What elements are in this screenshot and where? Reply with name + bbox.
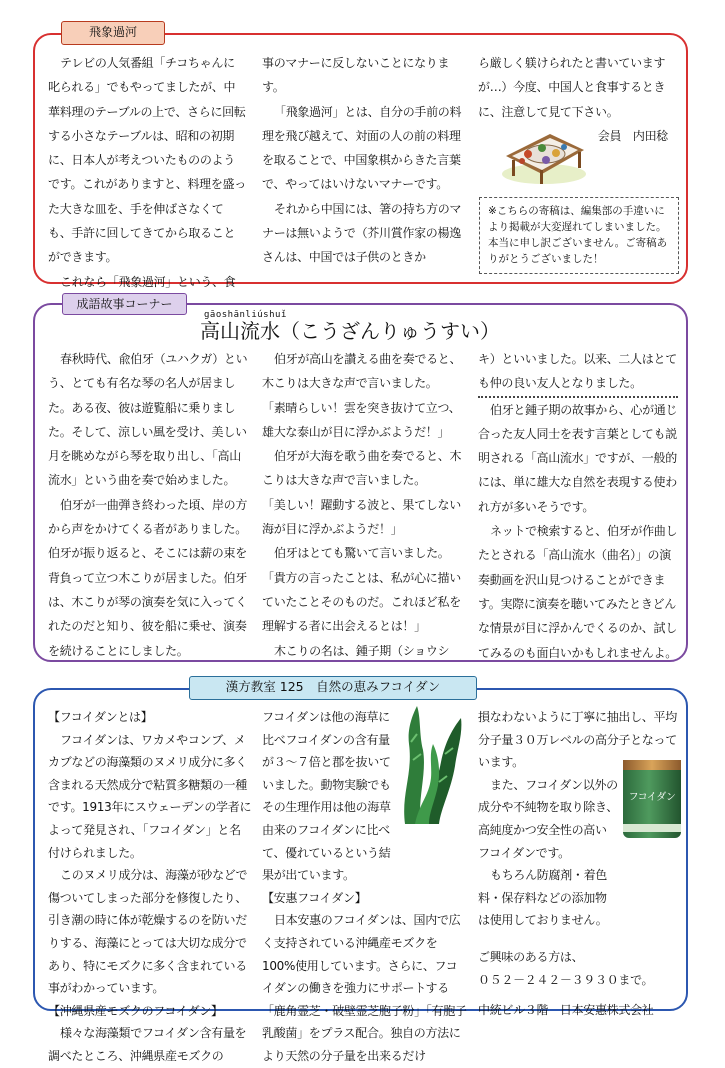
feixiang-section-tab: 飛象過河 [61, 21, 165, 45]
feixiang-col-2 [262, 51, 466, 270]
paragraph: このヌメリ成分は、海藻が砂などで傷ついてしまった部分を修復したり、引き潮の時に体が乾燥するのを防いだりする、海藻にとっては大切な成分であり、特にモズクに多く含まれている事がわかっています。 [48, 868, 248, 996]
paragraph: テレビの人気番組「チコちゃんに叱られる」でもやってましたが、中華料理のテーブルの上で、さらに回転する小さなテーブルは、昭和の初期に、日本人が考えついたもののようです。これがありますと、料理を盛った大きな皿を、手を伸ばさなくても、手許に回してきてから取ることができます。 [48, 56, 246, 265]
paragraph: 伯牙が大海を歌う曲を奏でると、木こりは大きな声で言いました。 [262, 449, 462, 488]
paragraph: ネットで検索すると、伯牙が作曲したとされる「高山流水（曲名）」の演奏動画を沢山見つけることができます。実際に演奏を聴いてみたときどんな情景が目に浮かんでくるのか、試してみるのも面白いかもしれませんよ。 [478, 524, 678, 660]
paragraph: キ）といいました。以来、二人はとても仲の良い友人となりました。 [478, 347, 678, 398]
idiom-col-3 [478, 347, 678, 665]
feixiang-col-1 [48, 51, 246, 294]
quote: 「貴方の言ったことは、私が心に描いていたことそのものだ。これほど私を理解する者に出会えるとは！」 [262, 570, 461, 634]
contact-phone: ０５２－２４２－３９３０まで。 [478, 972, 654, 987]
paragraph: それから中国には、箸の持ち方のマナーは無いようで（芥川賞作家の楊逸さんは、中国では子供のときか [262, 201, 462, 265]
chinese-dining-table-illustration [498, 130, 588, 188]
paragraph: 伯牙が一曲弾き終わった頃、岸の方から声をかけてくる者がありました。伯牙が振り返ると、そこには薪の束を背負って立つ木こりが居ました。伯牙は、木こりが琴の演奏を気に入ってくれたのだと知り、彼を船に乗せ、演奏を続けることにしました。 [48, 497, 248, 658]
paragraph: 様々な海藻類でフコイダン含有量を調べたところ、沖縄県産モズクの [48, 1026, 247, 1063]
paragraph: 伯牙が高山を讃える曲を奏でると、木こりは大きな声で言いました。 [262, 352, 462, 391]
kampo-class-tab: 漢方教室 125 自然の恵みフコイダン [189, 676, 477, 700]
subheading: 【安惠フコイダン】 [262, 890, 367, 905]
subheading: 【フコイダンとは】 [48, 710, 153, 724]
company-address: 中統ビル３階 日本安惠株式会社 [478, 1003, 654, 1018]
paragraph: 損なわないように丁寧に抽出し、平均分子量３０万レベルの高分子となっています。 [478, 710, 677, 770]
paragraph: 事のマナーに反しないことになります。 [262, 56, 450, 95]
contact-intro: ご興味のある方は、 [478, 949, 584, 964]
paragraph: また、フコイダン以外の成分や不純物を取り除き、高純度かつ安全性の高いフコイダンです。 [478, 777, 618, 860]
kampo-col-3 [478, 706, 680, 1022]
fucoidan-product-jar [623, 760, 681, 838]
editorial-apology-note: ※こちらの寄稿は、編集部の手違いにより掲載が大変遅れてしまいました。本当に申し訳ございません。ご寄稿ありがとうございました！ [479, 197, 679, 274]
idiom-col-1 [48, 347, 252, 663]
subheading: 【沖縄県産モズクのフコイダン】 [48, 1003, 223, 1018]
idiom-corner-tab: 成語故事コーナー [62, 293, 187, 315]
title-pinyin: gāoshānliúshuǐ [204, 310, 287, 320]
paragraph: フコイダンは他の海草に比べフコイダンの含有量が３～７倍と郡を抜いていました。動物実験でもその生理作用は他の海草由来のフコイダンに比べて、優れているという結果が出ています。 [262, 710, 391, 883]
article-title: 高山流水（こうざんりゅうすい） [200, 319, 500, 343]
jar-label: フコイダン [628, 792, 676, 803]
quote: 「素晴らしい！雲を突き抜けて立つ、雄大な泰山が目に浮かぶようだ！」 [262, 400, 461, 439]
paragraph: 伯牙はとても驚いて言いました。 [274, 546, 450, 561]
paragraph: 春秋時代、兪伯牙（ユハクガ）という、とても有名な琴の名人が居ました。ある夜、彼は遊覧船に乗りました。そして、涼しい風を受け、美しい月を眺めながら琴を取り出し、「高山流水」という曲を奏で始めました。 [48, 352, 248, 488]
idiom-col-2 [262, 347, 468, 663]
article-author: 会員 内田稔 [597, 128, 668, 143]
kampo-col-1 [48, 706, 252, 1068]
paragraph: 「飛象過河」とは、自分の手前の料理を飛び越えて、対面の人の前の料理を取ることで、中国象棋からきた言葉で、やってはいけないマナーです。 [262, 104, 462, 192]
paragraph: ら厳しく躾けられたと書いていますが…）今度、中国人と食事するときに、注意して見て下さい。 [478, 56, 666, 119]
paragraph: これなら「飛象過河」という、食 [60, 274, 236, 289]
paragraph: フコイダンは、ワカメやコンブ、メカブなどの海藻類のヌメリ成分に多く含まれる天然成分で粘質多糖類の一種です。1913年にスウェーデンの学者によって発見され、「フコイダン」と名付けられました。 [48, 732, 252, 860]
paragraph: もちろん防腐剤・着色料・保存料などの添加物は使用しておりません。 [478, 868, 608, 928]
quote: 「美しい！躍動する波と、果てしない海が目に浮かぶようだ！」 [262, 497, 461, 537]
kampo-col-2 [262, 706, 468, 1068]
paragraph: 日本安惠のフコイダンは、国内で広く支持されている沖縄産モズクを100%使用しています。さらに、フコイダンの働きを強力にサポートする「鹿角霊芝・破壁霊芝胞子粉」「有胞子乳酸菌」をプラス配合。独自の方法により天然の分子量を出来るだけ [262, 913, 467, 1063]
paragraph: 木こりの名は、鍾子期（ショウシ [274, 643, 450, 658]
paragraph: 伯牙と鍾子期の故事から、心が通じ合った友人同士を表す言葉としても説明される「高山流水」ですが、一般的には、単に雄大な自然を表現する使われ方が多いそうです。 [478, 402, 678, 514]
